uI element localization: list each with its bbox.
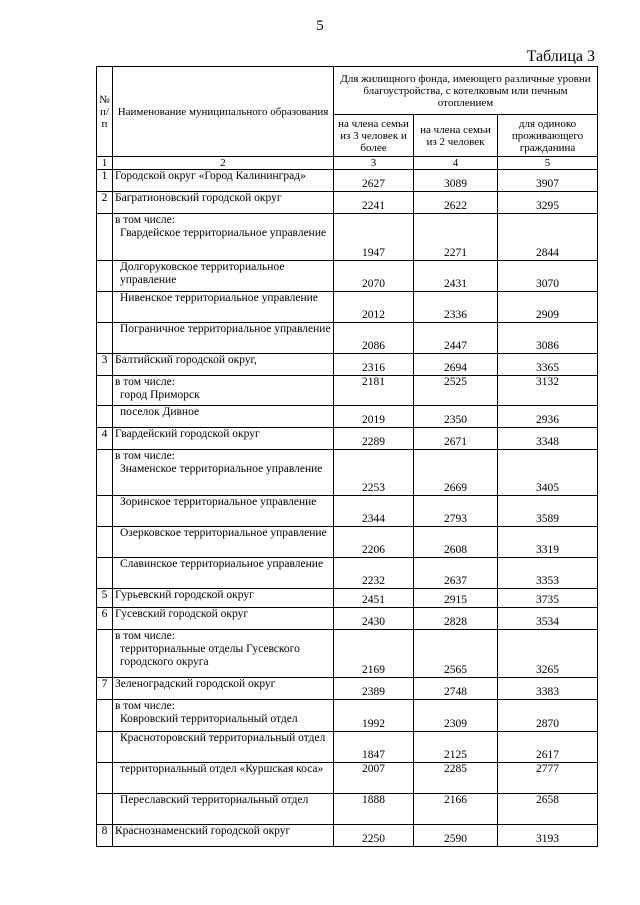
value-cell: 2622 (414, 192, 498, 214)
row-name-cell (113, 170, 334, 192)
row-name: Городской округ «Город Калининград» (115, 170, 306, 182)
value-cell: 2316 (334, 354, 414, 376)
table-row (97, 558, 598, 589)
value-cell: 2694 (414, 354, 498, 376)
row-name: Гвардейский городской округ (115, 428, 260, 440)
value-cell: 2250 (334, 825, 414, 847)
value-cell: 2909 (498, 292, 598, 323)
row-name-cell (113, 678, 334, 700)
row-subname: территориальные отделы Гусевского городского округа (120, 643, 300, 668)
row-name-cell (113, 292, 334, 323)
value-cell: 2915 (414, 589, 498, 608)
row-name: Багратионовский городской округ (115, 192, 282, 204)
value-cell: 1947 (334, 214, 414, 261)
row-name-cell (113, 527, 334, 558)
index-cell: 2 (113, 157, 334, 170)
value-cell: 2289 (334, 428, 414, 450)
value-cell: 3534 (498, 608, 598, 630)
row-subname: Гвардейское территориальное управление (120, 227, 327, 239)
row-number-cell (97, 763, 113, 794)
table-row (97, 406, 598, 428)
row-name-cell (113, 589, 334, 608)
row-number-cell: 8 (97, 825, 113, 847)
value-cell: 2431 (414, 261, 498, 292)
table-row (97, 450, 598, 496)
row-subname: Знаменское территориальное управление (120, 463, 323, 475)
row-name-cell (113, 192, 334, 214)
value-cell: 2870 (498, 700, 598, 732)
table-row (97, 527, 598, 558)
value-cell: 2241 (334, 192, 414, 214)
table-row (97, 763, 598, 794)
row-name-cell (113, 450, 334, 496)
value-cell: 2447 (414, 323, 498, 354)
row-number-cell (97, 527, 113, 558)
index-cell: 4 (414, 157, 498, 170)
value-cell: 2012 (334, 292, 414, 323)
table-row (97, 192, 598, 214)
value-cell: 2627 (334, 170, 414, 192)
row-subname: Озерковское территориальное управление (120, 527, 327, 539)
row-name-cell (113, 630, 334, 678)
index-cell: 3 (334, 157, 414, 170)
header-num: № п/п (97, 67, 113, 157)
value-cell: 1992 (334, 700, 414, 732)
value-cell: 2070 (334, 261, 414, 292)
value-cell: 3089 (414, 170, 498, 192)
row-number-cell: 5 (97, 589, 113, 608)
value-cell: 2936 (498, 406, 598, 428)
row-number-cell (97, 376, 113, 406)
value-cell: 2007 (334, 763, 414, 794)
value-cell: 2777 (498, 763, 598, 794)
row-name: Балтийский городской округ, (115, 354, 257, 366)
row-name: в том числе: (115, 630, 175, 642)
value-cell: 3319 (498, 527, 598, 558)
row-name-cell (113, 496, 334, 527)
row-name-cell (113, 376, 334, 406)
table-row (97, 825, 598, 847)
row-name: в том числе: (115, 214, 175, 226)
value-cell: 2828 (414, 608, 498, 630)
row-name-cell (113, 700, 334, 732)
value-cell: 3265 (498, 630, 598, 678)
table-row (97, 732, 598, 763)
row-name-cell (113, 763, 334, 794)
row-subname: Нивенское территориальное управление (120, 292, 318, 304)
value-cell: 2344 (334, 496, 414, 527)
value-cell: 2271 (414, 214, 498, 261)
table-caption: Таблица 3 (526, 48, 595, 65)
row-number-cell (97, 794, 113, 825)
row-name-cell (113, 261, 334, 292)
row-subname: Ковровский территориальный отдел (120, 713, 298, 725)
table-row (97, 608, 598, 630)
value-cell: 3132 (498, 376, 598, 406)
table-row (97, 323, 598, 354)
value-cell: 2350 (414, 406, 498, 428)
row-name-cell (113, 323, 334, 354)
value-cell: 2181 (334, 376, 414, 406)
table-body (97, 170, 598, 847)
row-name: в том числе: (115, 700, 175, 712)
row-number-cell (97, 261, 113, 292)
row-name-cell (113, 354, 334, 376)
value-cell: 1888 (334, 794, 414, 825)
row-subname: Красноторовский территориальный отдел (120, 732, 326, 744)
value-cell: 2669 (414, 450, 498, 496)
row-name-cell (113, 428, 334, 450)
row-name: Гурьевский городской округ (115, 589, 254, 601)
value-cell: 3365 (498, 354, 598, 376)
row-name: Зеленоградский городской округ (115, 678, 276, 690)
value-cell: 2389 (334, 678, 414, 700)
table-row (97, 678, 598, 700)
row-subname: Славинское территориальное управление (120, 558, 324, 570)
row-number-cell (97, 450, 113, 496)
table-row (97, 589, 598, 608)
value-cell: 2608 (414, 527, 498, 558)
table-row (97, 170, 598, 192)
row-name: Гусевский городской округ (115, 608, 249, 620)
value-cell: 3353 (498, 558, 598, 589)
value-cell: 2336 (414, 292, 498, 323)
value-cell: 3907 (498, 170, 598, 192)
value-cell: 2617 (498, 732, 598, 763)
row-number-cell (97, 732, 113, 763)
value-cell: 2525 (414, 376, 498, 406)
value-cell: 2086 (334, 323, 414, 354)
header-col5: для одиноко проживающего гражданина (498, 115, 598, 157)
row-subname: город Приморск (120, 389, 200, 401)
value-cell: 2232 (334, 558, 414, 589)
row-number-cell: 1 (97, 170, 113, 192)
header-col3: на члена семьи из 3 человек и более (334, 115, 414, 157)
row-subname: Долгоруковское территориальное управление (120, 261, 285, 286)
row-number-cell (97, 292, 113, 323)
header-name: Наименование муниципального образования (113, 67, 334, 157)
table-row (97, 794, 598, 825)
row-name: в том числе: (115, 376, 175, 388)
row-number-cell (97, 630, 113, 678)
value-cell: 2253 (334, 450, 414, 496)
row-name-cell (113, 732, 334, 763)
value-cell: 3070 (498, 261, 598, 292)
row-subname: Пограничное территориальное управление (120, 323, 331, 335)
row-name: в том числе: (115, 450, 175, 462)
table-row (97, 261, 598, 292)
column-index-row (97, 157, 598, 170)
row-name: Краснознаменский городской округ (115, 825, 291, 837)
row-number-cell (97, 496, 113, 527)
value-cell: 2637 (414, 558, 498, 589)
table-row (97, 376, 598, 406)
value-cell: 1847 (334, 732, 414, 763)
value-cell: 2430 (334, 608, 414, 630)
table-row (97, 292, 598, 323)
row-name-cell (113, 214, 334, 261)
header-col4: на члена семьи из 2 человек (414, 115, 498, 157)
row-subname: территориальный отдел «Куршская коса» (120, 763, 324, 775)
value-cell: 2793 (414, 496, 498, 527)
value-cell: 2671 (414, 428, 498, 450)
row-name-cell (113, 825, 334, 847)
row-number-cell: 4 (97, 428, 113, 450)
row-number-cell: 7 (97, 678, 113, 700)
value-cell: 2169 (334, 630, 414, 678)
value-cell: 2658 (498, 794, 598, 825)
data-table (96, 66, 598, 847)
header-group: Для жилищного фонда, имеющего различные уровни благоустройства, с котелковым или печным отоплением (334, 67, 598, 115)
value-cell: 3295 (498, 192, 598, 214)
value-cell: 2748 (414, 678, 498, 700)
value-cell: 3383 (498, 678, 598, 700)
value-cell: 2565 (414, 630, 498, 678)
value-cell: 2844 (498, 214, 598, 261)
value-cell: 2019 (334, 406, 414, 428)
page-number: 5 (316, 18, 324, 34)
table-row (97, 214, 598, 261)
row-number-cell: 6 (97, 608, 113, 630)
row-subname: поселок Дивное (120, 406, 200, 418)
table-row (97, 354, 598, 376)
table-row (97, 630, 598, 678)
index-cell: 1 (97, 157, 113, 170)
value-cell: 2166 (414, 794, 498, 825)
table-row (97, 428, 598, 450)
value-cell: 3086 (498, 323, 598, 354)
row-subname: Зоринское территориальное управление (120, 496, 317, 508)
row-number-cell (97, 406, 113, 428)
value-cell: 2451 (334, 589, 414, 608)
value-cell: 2285 (414, 763, 498, 794)
value-cell: 3193 (498, 825, 598, 847)
row-subname: Переславский территориальный отдел (120, 794, 309, 806)
row-number-cell (97, 214, 113, 261)
table-row (97, 700, 598, 732)
row-name-cell (113, 608, 334, 630)
value-cell: 2590 (414, 825, 498, 847)
row-number-cell (97, 700, 113, 732)
row-number-cell: 3 (97, 354, 113, 376)
value-cell: 3405 (498, 450, 598, 496)
row-number-cell (97, 323, 113, 354)
value-cell: 3348 (498, 428, 598, 450)
index-cell: 5 (498, 157, 598, 170)
row-number-cell: 2 (97, 192, 113, 214)
value-cell: 2125 (414, 732, 498, 763)
row-name-cell (113, 794, 334, 825)
table-row (97, 496, 598, 527)
value-cell: 2309 (414, 700, 498, 732)
value-cell: 3735 (498, 589, 598, 608)
value-cell: 3589 (498, 496, 598, 527)
row-name-cell (113, 406, 334, 428)
value-cell: 2206 (334, 527, 414, 558)
row-name-cell (113, 558, 334, 589)
row-number-cell (97, 558, 113, 589)
